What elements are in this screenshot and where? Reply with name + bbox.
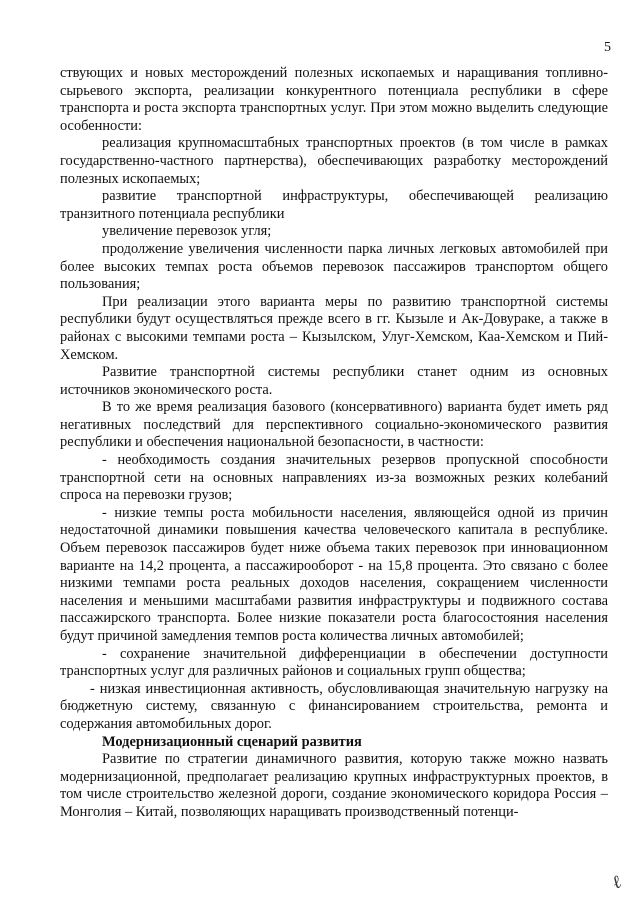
paragraph-growth: Развитие транспортной системы республики станет одним из основных источников экономического роста. (60, 364, 608, 398)
dash-item-differentiation: - сохранение значительной дифференциации в обеспечении доступности транспортных услуг для различных районов и социальных групп общества; (60, 645, 608, 680)
list-item-projects: реализация крупномасштабных транспортных проектов (в том числе в рамках государственно-частного партнерства), обеспечивающих разработку месторождений полезных ископаемых; (60, 135, 608, 187)
list-item-coal: увеличение перевозок угля; (102, 223, 272, 240)
dash-item-mobility: - низкие темпы роста мобильности населения, являющейся одной из причин недостаточной динамики повышения качества человеческого капитала в республике. Объем перевозок пассажиров будет ниже объема таких перевозок при инновационном варианте на 14,2 процента, а пассажирооборот - на 15,8 процента. Это связано с более низкими темпами роста реальных доходов населения, сокращением численности населения и меньшими масштабами развития инфраструктуры и подвижного состава пассажирского транспорта. Более низкие показатели роста благосостояния населения будут причиной замедления темпов роста количества личных автомобилей; (60, 504, 608, 644)
list-item-cars: продолжение увеличения численности парка личных легковых автомобилей при более высоких темпах роста объемов перевозок пассажиров транспортом общего пользования; (60, 240, 608, 293)
page-number: 5 (604, 40, 611, 55)
paragraph-regions: При реализации этого варианта меры по развитию транспортной системы республики будут осуществляться прежде всего в гг. Кызыле и Ак-Довураке, а также в районах с высокими темпами роста – Кызылском, Улуг-Хемском, Каа-Хемском и Пий-Хемском. (60, 293, 608, 363)
document-body (60, 65, 608, 822)
paragraph-negative-consequences: В то же время реализация базового (консервативного) варианта будет иметь ряд негативных последствий для перспективного социально-экономического развития республики и обеспечения национальной безопасности, в частности: (60, 399, 608, 451)
dash-item-investment: - низкая инвестиционная активность, обусловливающая значительную нагрузку на бюджетную систему, связанную с финансированием строительства, ремонта и содержания автомобильных дорог. (60, 680, 608, 732)
dash-item-capacity: - необходимость создания значительных резервов пропускной способности транспортной сети на основных направлениях из-за возможных резких колебаний спроса на перевозки грузов; (60, 452, 608, 504)
list-item-infrastructure: развитие транспортной инфраструктуры, обеспечивающей реализацию транзитного потенциала республики (60, 188, 608, 222)
paragraph-continuation: ствующих и новых месторождений полезных ископаемых и наращивания топливно-сырьевого экспорта, реализации конкурентного потенциала республики в сфере транспорта и роста экспорта транспортных услуг. При этом можно выделить следующие особенности: (60, 65, 608, 134)
section-heading: Модернизационный сценарий развития (102, 733, 362, 750)
paragraph-modernization: Развитие по стратегии динамичного развития, которую также можно назвать модернизационной, предполагает реализацию крупных инфраструктурных проектов, в том числе строительство железной дороги, создание экономического коридора Россия – Монголия – Китай, позволяющих наращивать производственный потенци- (60, 751, 608, 820)
signature-mark: ℓ (608, 871, 625, 893)
